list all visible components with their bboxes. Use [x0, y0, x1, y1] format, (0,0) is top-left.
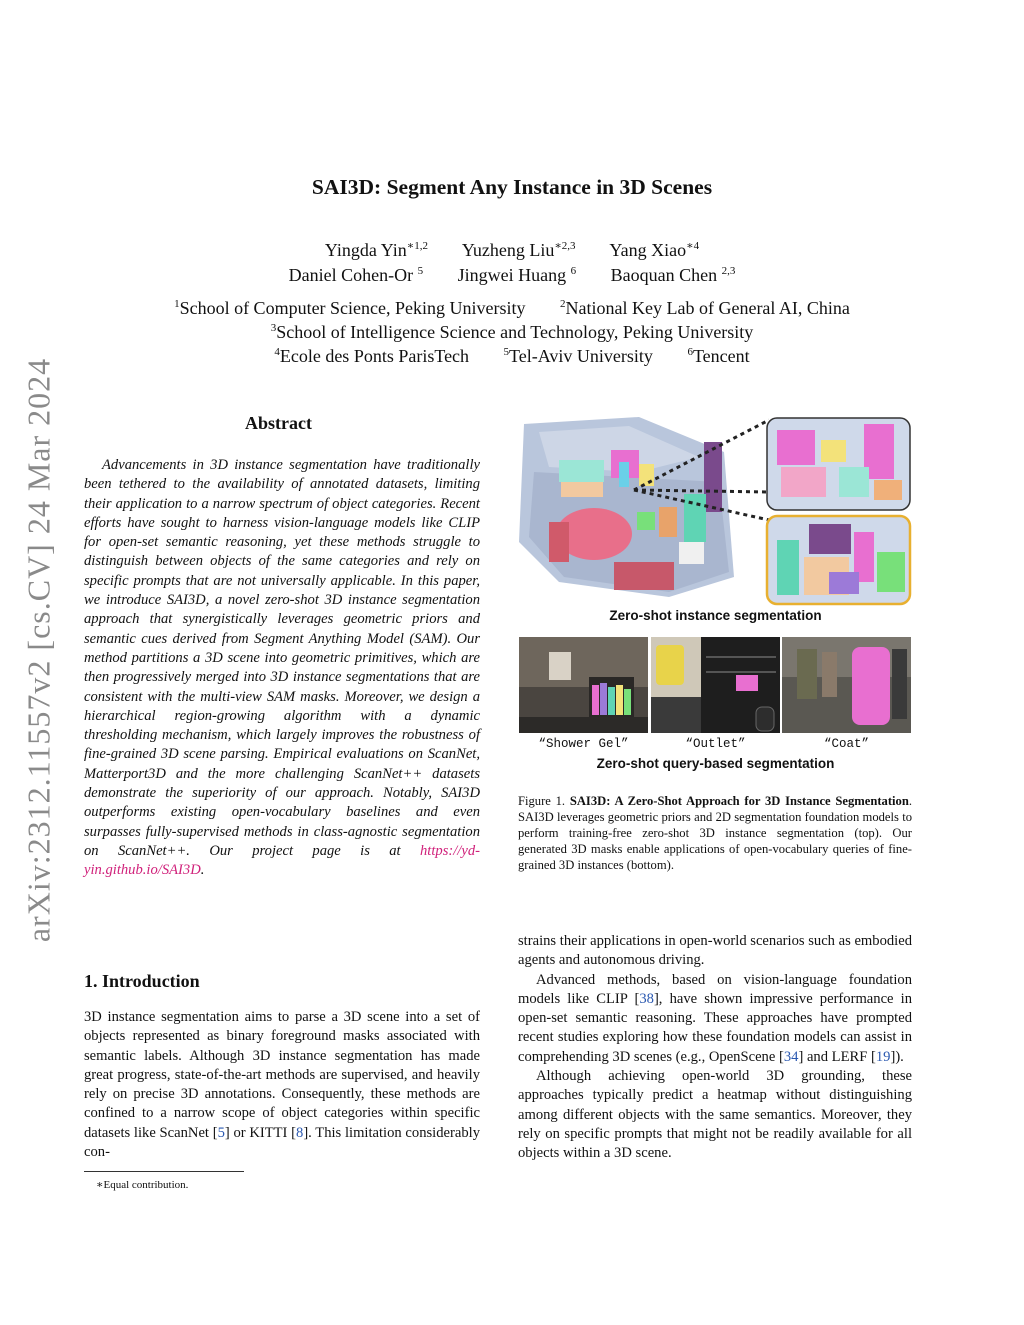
aff-sup: 2 [560, 298, 566, 310]
citation-link[interactable]: 8 [296, 1124, 304, 1141]
para-text: ]). [890, 1048, 904, 1065]
query-thumbnail-coat [782, 637, 911, 733]
paper-title: SAI3D: Segment Any Instance in 3D Scenes [311, 175, 713, 199]
intro-text: 3D instance segmentation aims to parse a 3D scene into a set of objects represented as binary foreground masks associated with semantic labels. Although 3D instance segmentation has made great progress, state-of-the-art methods are supervised, and heavily rely on precise 3D annotations. Consequently, these methods are confined to a narrow scope of object categories within specific datasets like ScanNet [ [84, 1009, 480, 1141]
intro-body [84, 1008, 480, 1162]
caption-bold: SAI3D: A Zero-Shot Approach for 3D Instance Segmentation [569, 794, 909, 808]
query-label: “Outlet” [685, 737, 746, 751]
abstract-text: Advancements in 3D instance segmentation have traditionally been tethered to the availability of annotated datasets, limiting their application to a narrow spectrum of object categories. Recent efforts have sought to harness vision-language models like CLIP for open-set semantic reasoning, yet these methods struggle to distinguish between objects of the same categories and rely on specific prompts that are not universally applicable. In this paper, we introduce SAI3D, a novel zero-shot 3D instance segmentation approach that synergistically leverages geometric priors and semantic cues derived from Segment Anything Model (SAM). Our method partitions a 3D scene into geometric primitives, which are then progressively merged into 3D instance segmentations that are consistent with the multi-view SAM masks. Moreover, we design a hierarchical region-growing algorithm with a dynamic thresholding mechanism, which largely improves the robustness of fine-grained 3D scene parsing. Empirical evaluations on ScanNet, Matterport3D and the more challenging ScanNet++ datasets demonstrate the superiority of our approach. Notably, SAI3D outperforms existing open-vocabulary baselines and even surpasses fully-supervised methods in class-agnostic segmentation on ScanNet++. Our project page is at [84, 457, 480, 859]
intro-heading: 1. Introduction [84, 971, 200, 991]
author-sup: ∗4 [686, 240, 700, 252]
affiliation: Ecole des Ponts ParisTech [279, 346, 470, 366]
author-name: Yang Xiao [609, 240, 687, 260]
query-thumbnail-shower-gel [519, 637, 648, 733]
figure-label-bottom: Zero-shot query-based segmentation [596, 756, 835, 771]
arxiv-id: arXiv:2312.11557v2 [cs.CV] 24 Mar 2024 [20, 357, 57, 943]
author-name: Jingwei Huang [457, 265, 567, 285]
abstract-heading: Abstract [245, 413, 312, 433]
author-sup: 6 [570, 265, 577, 277]
author-line-1 [0, 240, 1024, 261]
abstract-body [84, 456, 480, 881]
affiliation-line-3 [0, 346, 1024, 367]
affiliation: National Key Lab of General AI, China [565, 298, 850, 318]
author-sup: ∗2,3 [554, 240, 576, 252]
author-name: Daniel Cohen-Or [288, 265, 414, 285]
affiliation-line-1 [0, 298, 1024, 319]
query-thumbnail-outlet [651, 637, 780, 733]
caption-prefix: Figure 1. [518, 794, 570, 808]
citation-link[interactable]: 34 [783, 1048, 799, 1065]
aff-sup: 1 [174, 298, 180, 310]
footnote-rule [84, 1171, 244, 1172]
right-column-body [518, 932, 912, 1164]
query-label: “Coat” [823, 737, 869, 751]
scene-room [519, 417, 734, 597]
citation-link[interactable]: 19 [875, 1048, 891, 1065]
affiliation: Tel-Aviv University [509, 346, 653, 366]
paragraph [518, 971, 912, 1067]
aff-sup: 3 [270, 322, 277, 334]
para-text: Advanced methods, based on vision-language foundation models like CLIP [ [518, 971, 912, 1007]
author-name: Baoquan Chen [610, 265, 718, 285]
affiliation: Tencent [692, 346, 750, 366]
para-text: ], have shown impressive performance in open-set semantic reasoning. These approaches have prompted recent studies exploring how these foundation models can assist in comprehending 3D scenes (e.g., OpenScene [ [518, 990, 912, 1065]
project-link[interactable]: https://yd-yin.github.io/SAI3D [84, 842, 480, 879]
figure-3d-scene [519, 412, 912, 607]
author-sup: 2,3 [721, 265, 736, 277]
affiliation: School of Intelligence Science and Technology, Peking University [276, 322, 754, 342]
affiliation: School of Computer Science, Peking University [179, 298, 526, 318]
author-sup: 5 [417, 265, 424, 277]
paragraph: strains their applications in open-world scenarios such as embodied agents and autonomous driving. [518, 933, 912, 969]
citation-link[interactable]: 38 [639, 990, 654, 1007]
abstract-end: . [200, 862, 205, 879]
figure-label-top: Zero-shot instance segmentation [609, 608, 822, 623]
aff-sup: 5 [503, 346, 510, 358]
query-label: “Shower Gel” [538, 737, 629, 751]
intro-text: ] or KITTI [ [224, 1124, 297, 1141]
citation-link[interactable]: 5 [217, 1124, 225, 1141]
affiliation-line-2 [0, 322, 1024, 343]
caption-text: . SAI3D leverages geometric priors and 2D segmentation foundation models to perform training-free zero-shot 3D instance segmentation (top). Our generated 3D masks enable applications of open-vocabulary queries of fine-grained 3D instances (bottom). [518, 794, 913, 872]
aff-sup: 6 [687, 346, 693, 358]
aff-sup: 4 [274, 346, 280, 358]
footnote: ∗Equal contribution. [96, 1179, 189, 1191]
author-line-2 [0, 265, 1024, 286]
author-sup: ∗1,2 [406, 240, 428, 252]
intro-text: ]. This limitation considerably con- [84, 1124, 480, 1161]
author-name: Yingda Yin [324, 240, 407, 260]
figure-caption [518, 793, 912, 873]
para-text: ] and LERF [ [798, 1048, 876, 1065]
author-name: Yuzheng Liu [461, 240, 555, 260]
paragraph: Although achieving open-world 3D grounding, these approaches typically predict a heatmap without distinguishing among different objects with the same semantics. Moreover, they rely on specific prompts that might not be readily available for all objects within a 3D scene. [518, 1068, 912, 1162]
arxiv-sidebar [14, 350, 64, 950]
